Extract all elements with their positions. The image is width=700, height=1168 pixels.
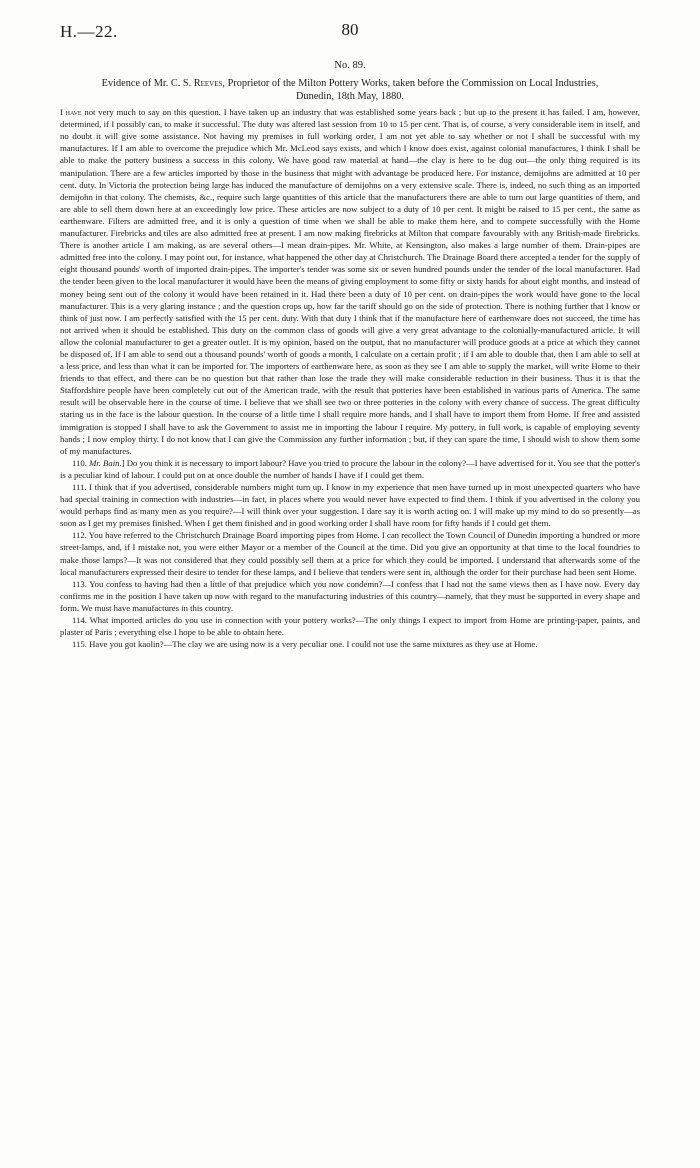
- evidence-title: [96, 78, 604, 103]
- qa-paragraph-112: [60, 529, 640, 577]
- qa-text: I think that if you advertised, considerable numbers might turn up. I know in my experience that men have turned up in most unexpected quarters who have had special training in connection with industries—in fact, in places where you would never have expected to find them. I think if you advertised in the colony you would perhaps find as many men as you require?—I will think over your suggestion. I dare say it is worth acting on. I will make up my mind to do so presently—as soon as I get my premises finished. When I get them finished and in good working order I shall have room for fifty hands if I could get them.: [60, 482, 640, 529]
- statement-text: not very much to say on this question. I have taken up an industry that was established some years back ; but up to the present it has failed. I am, however, determined, if I possibly can, to make it successful. The duty was altered last session from 10 to 15 per cent. That is, of course, a very considerable item in itself, and no doubt it will give some assistance. Not having my premises in full working order, I am not yet able to say whether or not I shall be successful with my manufactures. If I am able to overcome the prejudice which Mr. McLeod says exists, and which I know does exist, against colonial manufactures, I think I shall be able to make the pottery business a success in this colony. We have good raw material at hand—the clay is here to be dug out—the only thing required is its manipulation. There are a few articles imported by those in the business that might with advantage be produced here. For instance, demijohns are admitted at 10 per cent. duty. In Victoria the protection being large has induced the manufacture of demijohns on a very extensive scale. There is, indeed, no such thing as an imported demijohn in that colony. The chemists, &c., require such large quantities of this article that the manufacturers there are able to turn out large quantities of them, and are able to sell them down here at an exceedingly low price. These articles are now subject to a duty of 10 per cent. It might be raised to 15 per cent., the same as earthenware. Filters are admitted free, and it is only a question of time when we shall be able to make them here, and to compete successfully with the Home manufacturer. Firebricks and tiles are also admitted free at present. I am now making firebricks at Milton that compare favourably with any British-made firebricks. There is another article I am making, as are several others—I mean drain-pipes. Mr. White, at Kensington, also makes a large number of them. Drain-pipes are admitted free into the colony. I may point out, for instance, what happened the other day at Christchurch. The Drainage Board there accepted a tender for the supply of eight thousand pounds' worth of imported drain-pipes. The importer's tender was some six or seven hundred pounds under the tender of the local manufacturer. Had the tender been given to the local manufacturer it would have been the means of giving employment to some fifty or sixty hands for about eight months, and instead of money being sent out of the colony it would have been retained in it. Had there been a duty of 10 per cent. on drain-pipes the work would have gone to the local manufacturer. This is a very glaring instance ; and the question crops up, how far the tariff should go on the side of protection. There is nothing further that I know or think of just now. I am perfectly satisfied with the 15 per cent. duty. With that duty I think that if the manufacture here of earthenware does not succeed, the time has not arrived when it should be established. This duty on the common class of goods will give a very great advantage to the colonially-manufactured article. It will allow the colonial manufacturer to get a greater outlet. It is my opinion, based on the output, that no manufacturer will produce goods at a price at which they cannot be disposed of. If I am able to send out a thousand pounds' worth of goods a month, I calculate on a certain profit ; if I am able to double that, then I am able to sell at a less price, and less than what it can be imported for. The importers of earthenware here, as soon as they see I am able to supply the market, will write Home to their friends to that effect, and there can be no question but that rather than lose the trade they will make considerable reduction in their business. Thus it is that the Staffordshire people have been completely cut out of the American trade, with the result that potteries have been established in various parts of America. The same result will be observable here in the course of time. I believe that we shall see two or three potteries in the colony with every chance of success. The great difficulty staring us in the face is the labour question. In the course of a little time I shall require more hands, and I shall have to import them from Home. If free and assisted immigration is stopped I shall have to ask the Government to assist me in importing the labour I require. My pottery, in full work, is capable of employing seventy hands ; I now employ thirty. I do not know that I can give the Commission any further information ; but, if they can spare the time, I should wish to show them some of my manufactures.: [60, 107, 640, 456]
- opening-statement: [60, 106, 640, 457]
- question-number: 111.: [72, 482, 87, 492]
- document-reference: H.—22.: [60, 22, 118, 41]
- qa-text: Do you think it is necessary to import labour? Have you tried to procure the labour in the colony?—I have advertised for it. You see that the potter's is a peculiar kind of labour. I could put on at once double the number of hands I have if I could get them.: [60, 457, 640, 480]
- question-number: 114.: [72, 615, 87, 626]
- question-number: 110.: [72, 457, 87, 468]
- qa-text: What imported articles do you use in connection with your pottery works?—The only things I expect to import from Home are printing-paper, paints, and plaster of Paris ; everything else I hope to be able to obtain here.: [60, 615, 640, 638]
- qa-paragraph-115: [60, 638, 640, 650]
- qa-paragraph-111: [60, 481, 640, 529]
- page-number: 80: [341, 20, 359, 39]
- question-number: 115.: [72, 639, 87, 650]
- question-number: 113.: [72, 578, 87, 589]
- qa-text: You have referred to the Christchurch Drainage Board importing pipes from Home. I can recollect the Town Council of Dunedin importing a hundred or more street-lamps, and, if I mistake not, you were either Mayor or a member of the Council at the time. Did you give an opportunity at that time to the local foundries to make those lamps?—It was not considered that they could possibly sell them at a price for which they could be imported. I understand that afterwards some of the local manufacturers expressed their desire to tender for these lamps, and I believe that tenders were sent in, although the order for their purchase had been sent Home.: [60, 530, 640, 577]
- title-prefix: Evidence of Mr. C. S.: [101, 78, 194, 90]
- page-content: [60, 60, 640, 650]
- qa-text: You confess to having had then a little of that prejudice which you now condemn?—I confess that I had not the same views then as I have now. Every day confirms me in the position I have taken up now with regard to the manufacturing industries of this country—namely, that they must be supported in every shape and form. We must have manufactures in this country.: [60, 578, 640, 613]
- qa-paragraph-114: [60, 614, 640, 638]
- question-number: 112.: [72, 530, 87, 541]
- questioner-name: Mr. Bain.: [89, 457, 122, 468]
- qa-paragraph-110: 110. Mr. Bain.] Do you think it is necessary to import labour? Have you tried to procure the labour in the colony?—I have advertised for it. You see that the potter's is a peculiar kind of labour. I could put on at once double the number of hands I have if I could get them.: [60, 457, 640, 480]
- document-number: No. 89.: [334, 60, 366, 71]
- statement-lead: I have: [60, 107, 82, 118]
- qa-paragraph-113: [60, 578, 640, 614]
- witness-name: Reeves: [193, 78, 223, 90]
- qa-text: Have you got kaolin?—The clay we are using now is a very peculiar one. I could not use the same mixtures as they use at Home.: [86, 639, 538, 650]
- title-suffix: , Proprietor of the Milton Pottery Works, taken before the Commission on Local Industries, Dunedin, 18th May, 1880.: [222, 78, 599, 102]
